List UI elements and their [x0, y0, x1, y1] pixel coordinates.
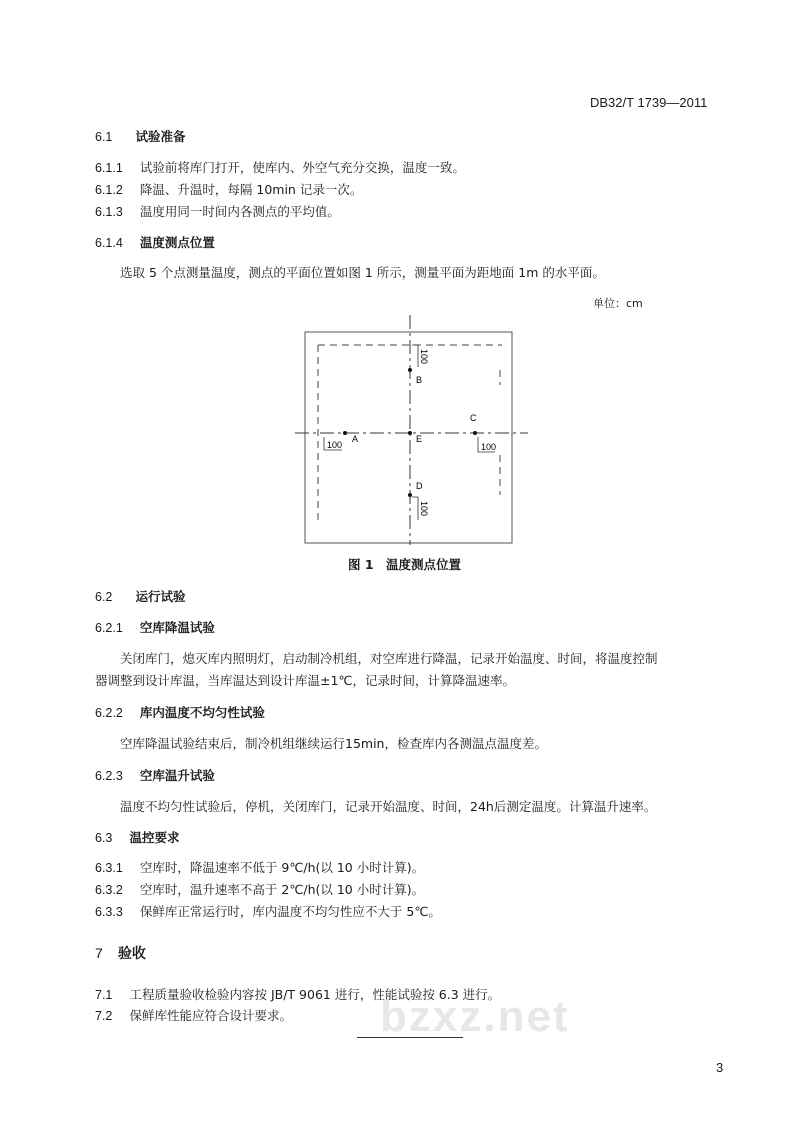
point-b-label: B [416, 375, 423, 385]
storage-outline [305, 332, 512, 543]
clause-6-1-3 [95, 201, 340, 220]
paragraph-6-2-1-line-1: 关闭库门，熄灭库内照明灯，启动制冷机组，对空库进行降温，记录开始温度、时间，将温度控制 [120, 651, 658, 666]
heading-title: 空库温升试验 [139, 768, 215, 783]
clause-6-3-1 [95, 857, 424, 876]
heading-6-2-3 [95, 765, 215, 784]
dimension-label-a: 100 [327, 440, 343, 450]
dimension-label-b: 100 [419, 349, 429, 365]
point-b-marker [408, 368, 412, 372]
clause-text: 空库时，降温速率不低于 9℃/h(以 10 小时计算)。 [139, 860, 425, 875]
page-number: 3 [716, 1060, 724, 1075]
temperature-point-figure [290, 315, 530, 545]
heading-6-1-4 [95, 232, 215, 251]
clause-text: 试验前将库门打开，使库内、外空气充分交换，温度一致。 [139, 160, 465, 175]
heading-number: 6.2.2 [95, 706, 123, 720]
dimension-label-c: 100 [481, 442, 497, 452]
heading-number: 6.2 [95, 590, 113, 604]
heading-6-3 [95, 827, 180, 846]
clause-6-3-3 [95, 901, 441, 920]
clause-number: 6.1.1 [95, 161, 123, 175]
point-a-label: A [352, 434, 359, 444]
heading-title: 运行试验 [135, 589, 186, 604]
clause-number: 6.1.2 [95, 183, 123, 197]
clause-number: 7.2 [95, 1009, 113, 1023]
heading-number: 7 [95, 945, 103, 961]
clause-text: 保鲜库性能应符合设计要求。 [129, 1008, 292, 1023]
heading-7 [95, 943, 146, 963]
heading-title: 验收 [117, 946, 146, 962]
heading-number: 6.1.4 [95, 236, 123, 250]
clause-number: 6.1.3 [95, 205, 123, 219]
figure-caption: 图 1 温度测点位置 [348, 557, 462, 572]
heading-title: 库内温度不均匀性试验 [139, 705, 265, 720]
clause-text: 工程质量验收检验内容按 JB/T 9061 进行，性能试验按 6.3 进行。 [129, 987, 501, 1002]
heading-6-2-2 [95, 702, 265, 721]
heading-6-2-1 [95, 617, 215, 636]
point-e-marker [408, 431, 412, 435]
heading-number: 6.2.3 [95, 769, 123, 783]
clause-text: 保鲜库正常运行时，库内温度不均匀性应不大于 5℃。 [139, 904, 441, 919]
clause-number: 6.3.1 [95, 861, 123, 875]
standard-number: DB32/T 1739—2011 [590, 95, 708, 110]
heading-title: 温度测点位置 [139, 235, 215, 250]
clause-6-1-1 [95, 157, 465, 176]
paragraph-6-2-2: 空库降温试验结束后，制冷机组继续运行15min，检查库内各测温点温度差。 [120, 736, 547, 751]
point-d-marker [408, 493, 412, 497]
clause-number: 6.3.2 [95, 883, 123, 897]
clause-text: 降温、升温时，每隔 10min 记录一次。 [139, 182, 363, 197]
point-e-label: E [416, 434, 423, 444]
heading-number: 6.2.1 [95, 621, 123, 635]
heading-6-2 [95, 586, 186, 605]
point-c-label: C [470, 413, 477, 423]
clause-text: 温度用同一时间内各测点的平均值。 [139, 204, 340, 219]
clause-number: 7.1 [95, 988, 113, 1002]
point-c-marker [473, 431, 477, 435]
clause-7-2 [95, 1005, 292, 1024]
clause-6-1-2 [95, 179, 362, 198]
heading-number: 6.1 [95, 130, 113, 144]
paragraph-6-2-1-line-2: 器调整到设计库温，当库温达到设计库温±1℃，记录时间，计算降温速率。 [95, 673, 515, 688]
unit-label: 单位：cm [593, 297, 643, 310]
heading-title: 空库降温试验 [139, 620, 215, 635]
watermark: bzxz.net [380, 992, 570, 1041]
heading-title: 温控要求 [129, 830, 180, 845]
heading-title: 试验准备 [135, 129, 186, 144]
dimension-label-d: 100 [419, 501, 429, 517]
point-a-marker [343, 431, 347, 435]
point-d-label: D [416, 481, 423, 491]
paragraph-6-1-4: 选取 5 个点测量温度，测点的平面位置如图 1 所示，测量平面为距地面 1m 的水平面。 [120, 265, 605, 280]
paragraph-6-2-3: 温度不均匀性试验后，停机，关闭库门，记录开始温度、时间，24h后测定温度。计算温升速率。 [120, 799, 657, 814]
clause-number: 6.3.3 [95, 905, 123, 919]
heading-number: 6.3 [95, 831, 113, 845]
clause-6-3-2 [95, 879, 424, 898]
clause-text: 空库时，温升速率不高于 2℃/h(以 10 小时计算)。 [139, 882, 425, 897]
heading-6-1 [95, 126, 186, 145]
